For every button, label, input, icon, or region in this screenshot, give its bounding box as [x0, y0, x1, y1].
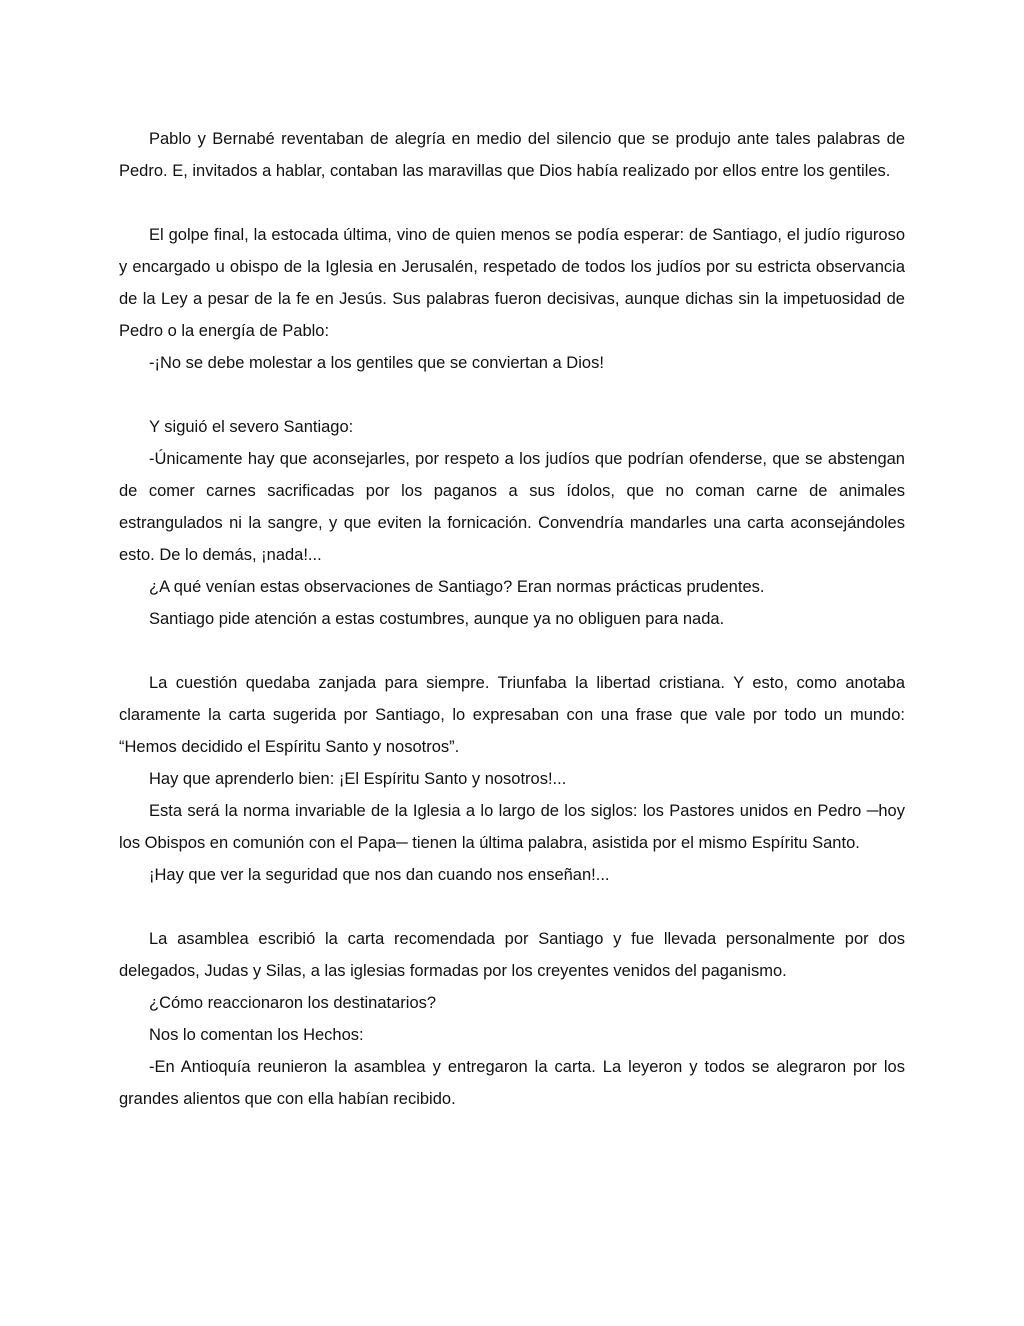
paragraph-observaciones: ¿A qué venían estas observaciones de Santiago? Eran normas prácticas prudentes. [149, 578, 765, 596]
paragraph-gap [119, 187, 905, 219]
paragraph-siguio-santiago: Y siguió el severo Santiago: [149, 418, 354, 436]
quote-no-molestar: -¡No se debe molestar a los gentiles que se conviertan a Dios! [149, 354, 604, 372]
paragraph-hechos: Nos lo comentan los Hechos: [149, 1026, 364, 1044]
paragraph-golpe-final: El golpe final, la estocada última, vino de quien menos se podía esperar: de Santiago, el judío riguroso y encargado u obispo de la Iglesia en Jerusalén, respetado de todos los judíos por su estricta observancia de la Ley a pesar de la fe en Jesús. Sus palabras fueron decisivas, aunque dichas sin la impetuosidad de Pedro o la energía de Pablo: [119, 226, 905, 340]
quote-aconsejarles: -Únicamente hay que aconsejarles, por respeto a los judíos que podrían ofenderse, que se abstengan de comer carnes sacrificadas por los paganos a sus ídolos, que no coman carne de animales estrangulados ni la sangre, y que eviten la fornicación. Convendría mandarles una carta aconsejándoles esto. De lo demás, ¡nada!... [119, 450, 905, 564]
document-page [119, 123, 905, 1115]
paragraph-asamblea-carta: La asamblea escribió la carta recomendada por Santiago y fue llevada personalmente por dos delegados, Judas y Silas, a las iglesias formadas por los creyentes venidos del paganismo. [119, 930, 905, 980]
paragraph-seguridad: ¡Hay que ver la seguridad que nos dan cuando nos enseñan!... [149, 866, 610, 884]
paragraph-norma-invariable: Esta será la norma invariable de la Iglesia a lo largo de los siglos: los Pastores unidos en Pedro ─hoy los Obispos en comunión con el Papa─ tienen la última palabra, asistida por el mismo Espíritu Santo. [119, 802, 905, 852]
paragraph-gap [119, 635, 905, 667]
paragraph-gap [119, 379, 905, 411]
paragraph-pablo-bernabe: Pablo y Bernabé reventaban de alegría en medio del silencio que se produjo ante tales palabras de Pedro. E, invitados a hablar, contaban las maravillas que Dios había realizado por ellos entre los gentiles. [119, 130, 905, 180]
paragraph-gap [119, 891, 905, 923]
paragraph-cuestion-zanjada: La cuestión quedaba zanjada para siempre. Triunfaba la libertad cristiana. Y esto, como anotaba claramente la carta sugerida por Santiago, lo expresaban con una frase que vale por todo un mundo: “Hemos decidido el Espíritu Santo y nosotros”. [119, 674, 905, 756]
paragraph-aprenderlo: Hay que aprenderlo bien: ¡El Espíritu Santo y nosotros!... [149, 770, 567, 788]
paragraph-costumbres: Santiago pide atención a estas costumbres, aunque ya no obliguen para nada. [149, 610, 725, 628]
quote-antioquia: -En Antioquía reunieron la asamblea y entregaron la carta. La leyeron y todos se alegraron por los grandes alientos que con ella habían recibido. [119, 1058, 905, 1108]
paragraph-como-reaccionaron: ¿Cómo reaccionaron los destinatarios? [149, 994, 437, 1012]
